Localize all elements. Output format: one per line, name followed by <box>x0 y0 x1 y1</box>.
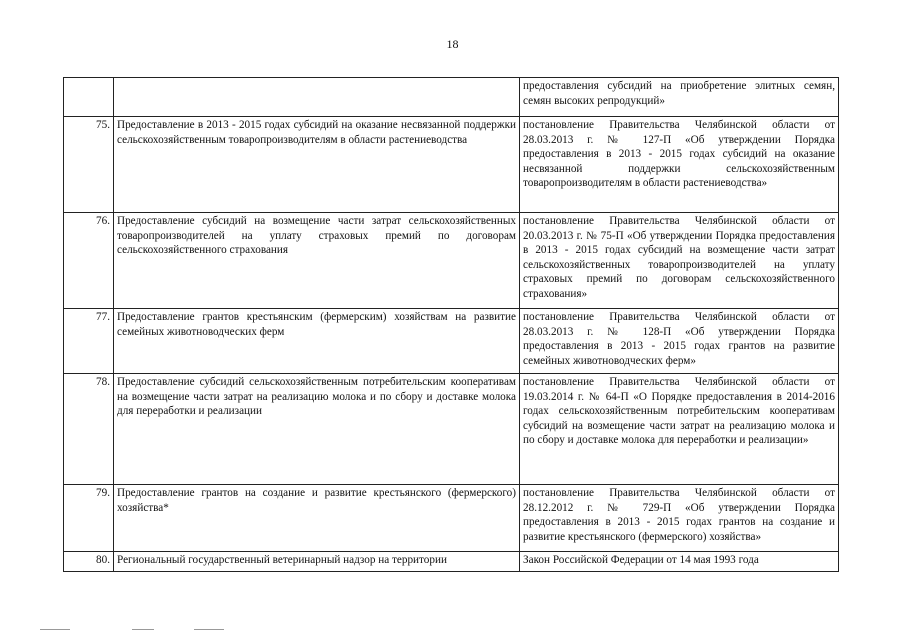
service-name <box>114 78 520 117</box>
table-row <box>64 117 839 213</box>
service-name: Предоставление субсидий сельскохозяйственным потребительским кооперативам на возмещение части затрат на реализацию молока и по сбору и доставке молока для переработки и реализации <box>114 374 520 485</box>
row-number: 79. <box>64 485 114 552</box>
scan-artifact-line <box>40 629 70 630</box>
row-number: 80. <box>64 552 114 572</box>
legal-act: постановление Правительства Челябинской области от 28.03.2013 г. № 128-П «Об утверждении Порядка предоставления в 2013 - 2015 годах грантов на развитие семейных животноводческих ферм» <box>520 309 839 374</box>
table-row <box>64 374 839 485</box>
table-row <box>64 552 839 572</box>
table-row <box>64 309 839 374</box>
service-name: Предоставление в 2013 - 2015 годах субсидий на оказание несвязанной поддержки сельскохозяйственным товаропроизводителям в области растениеводства <box>114 117 520 213</box>
row-number <box>64 78 114 117</box>
legal-act: Закон Российской Федерации от 14 мая 1993 года <box>520 552 839 572</box>
service-name: Предоставление субсидий на возмещение части затрат сельскохозяйственных товаропроизводителей на уплату страховых премий по договорам сельскохозяйственного страхования <box>114 213 520 309</box>
row-number: 77. <box>64 309 114 374</box>
legal-act: постановление Правительства Челябинской области от 20.03.2013 г. № 75-П «Об утверждении Порядка предоставления в 2013 - 2015 годах субсидий на возмещение части затрат сельскохозяйственных товаропроизводителей на уплату страховых премий по договорам сельскохозяйственного страхования» <box>520 213 839 309</box>
scan-artifact-line <box>194 629 224 630</box>
row-number: 76. <box>64 213 114 309</box>
legal-act: постановление Правительства Челябинской области от 28.12.2012 г. № 729-П «Об утверждении Порядка предоставления в 2013 - 2015 годах грантов на создание и развитие крестьянского (фермерского) хозяйства» <box>520 485 839 552</box>
legal-act: предоставления субсидий на приобретение элитных семян, семян высоких репродукций» <box>520 78 839 117</box>
services-table <box>63 77 839 572</box>
row-number: 75. <box>64 117 114 213</box>
legal-act: постановление Правительства Челябинской области от 28.03.2013 г. № 127-П «Об утверждении Порядка предоставления в 2013 - 2015 годах субсидий на оказание несвязанной поддержки сельскохозяйственным товаропроизводителям в области растениеводства» <box>520 117 839 213</box>
table-row <box>64 485 839 552</box>
row-number: 78. <box>64 374 114 485</box>
service-name: Предоставление грантов на создание и развитие крестьянского (фермерского) хозяйства* <box>114 485 520 552</box>
table-row <box>64 213 839 309</box>
table-row <box>64 78 839 117</box>
legal-act: постановление Правительства Челябинской области от 19.03.2014 г. № 64-П «О Порядке предоставления в 2014-2016 годах сельскохозяйственным потребительским кооперативам субсидий на возмещение части затрат на реализацию молока и по сбору и доставке молока для переработки и реализации» <box>520 374 839 485</box>
scan-artifact-line <box>132 629 154 630</box>
service-name: Предоставление грантов крестьянским (фермерским) хозяйствам на развитие семейных животноводческих ферм <box>114 309 520 374</box>
service-name: Региональный государственный ветеринарный надзор на территории <box>114 552 520 572</box>
page-number: 18 <box>446 37 459 51</box>
